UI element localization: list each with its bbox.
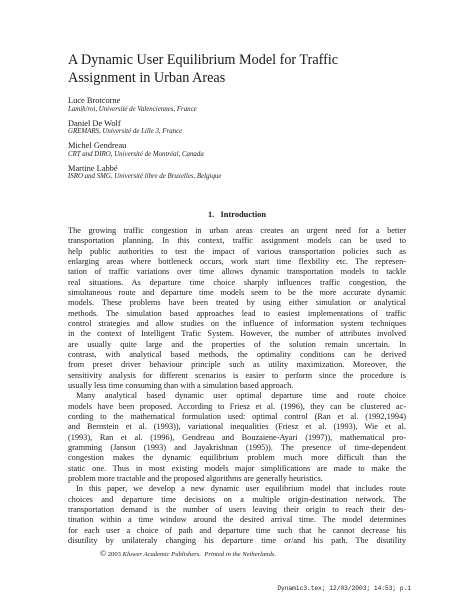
copyright-year: 2003: [107, 551, 121, 558]
text-line: models. These problems have been treated by using either simulation or analytical: [68, 298, 406, 308]
text-line: cording to the mathematical formulation used: optimal control (Ran et al. (1992,1994): [68, 411, 406, 421]
text-line: congestion makes the dynamic equilibrium problem much more difficult than the: [68, 453, 406, 463]
text-line: for each user a choice of path and departure time such that he cannot decrease his: [68, 525, 406, 535]
printed-note: Printed in the Netherlands.: [204, 551, 277, 558]
text-line: choices and departure time decisions on a multiple origin-destination network. The: [68, 494, 406, 504]
text-line: static one. Thus in most existing models major simplifications are made to make the: [68, 463, 406, 473]
text-line: disutility by unilateraly changing his departure time or/and his path. The disutility: [68, 535, 406, 545]
text-line: control strategies and allow studies on the influence of information system techniques: [68, 318, 406, 328]
section-heading: [68, 210, 406, 220]
text-line: tination within a time window around the desired arrival time. The model determines: [68, 515, 406, 525]
text-line: enlarging areas where bottleneck occurs, work start time flexbility etc. The represen-: [68, 256, 406, 266]
copyright-notice: [100, 550, 420, 559]
body-text: [68, 226, 406, 546]
section-number: 1.: [207, 210, 215, 219]
author-name: Martine Labbé: [68, 163, 118, 173]
text-line: transportation planning. In this context, traffic assignment models can be used to: [68, 236, 406, 246]
text-line: in the context of Intelligent Trafic System. However, the number of attributes involved: [68, 329, 406, 339]
publisher-name: Kluwer Academic Publishers.: [122, 551, 202, 558]
author-name: Michel Gendreau: [68, 141, 127, 150]
copyright-symbol: ©: [100, 549, 107, 558]
section-title: Introduction: [220, 210, 266, 219]
text-line: simultaneous route and departure time models seem to be the more accurate dynamic: [68, 287, 406, 297]
author-affiliation: ISRO and SMG, Université libre de Bruxelles, Belgique: [68, 173, 222, 181]
paper-title: A Dynamic User Equilibrium Model for Traffic Assignment in Urban Areas: [68, 52, 339, 86]
text-line: In this paper, we develop a new dynamic user equilibrium model that includes route: [76, 484, 406, 494]
text-line: methods. The simulation based approaches lead to easiest implementations of traffic: [68, 308, 406, 318]
text-line: tation of traffic variations over time allows dynamic transportation models to tackle: [68, 267, 406, 277]
text-line: gramming (Janson (1993) and Jayakrishnan (1995)). The presence of time-dependent: [68, 442, 406, 452]
text-line: from preset driver behaviour principle such as utility maximization. Moreover, the: [68, 360, 406, 370]
text-line: transportation demand is the number of users leaving their origin to reach their des-: [68, 504, 406, 514]
author-block: [68, 119, 388, 137]
text-line: The growing traffic congestion in urban areas creates an urgent need for a better: [68, 226, 406, 235]
text-line: contrast, with analytical based methods, the optimality conditions can be derived: [68, 349, 406, 359]
text-line: real situations. As departure time choice sharply influences traffic congestion, the: [68, 277, 406, 287]
author-block: [68, 96, 388, 114]
text-line: (1993), Ran et al. (1996), Gendreau and Bouzaiene-Ayari (1997)), mathematical pro-: [68, 432, 406, 442]
author-block: [68, 141, 388, 159]
text-line: and Bernstein et al. (1993)), variational inequalities (Friesz et al. (1993), Wie et al.: [68, 422, 406, 432]
author-affiliation: GREMARS, Université de Lille 3, France: [68, 128, 183, 136]
author-name: Daniel De Wolf: [68, 118, 121, 128]
text-line: problem more tractable and the proposed algorithms are generally heuristics.: [68, 473, 323, 483]
text-line: Many analytical based dynamic user optimal departure time and route choice: [76, 391, 406, 401]
text-line: usually less time consuming than with a simulation based approach.: [68, 380, 294, 390]
author-affiliation: CRT and DIRO, Université de Montréal, Canada: [68, 150, 204, 158]
text-line: are usually quite large and the properties of the solution remain uncertain. In: [68, 339, 406, 349]
author-affiliation: Lamih/roi, Université de Valenciennes, France: [68, 105, 197, 113]
page-footer: Dynamic3.tex; 12/03/2003; 14:53; p.1: [277, 585, 411, 592]
author-name: Luce Brotcorne: [68, 96, 121, 105]
author-block: [68, 164, 388, 182]
text-line: sensitivity analysis for different scenarios is easier to perform since the procedure is: [68, 370, 406, 380]
text-line: models have been proposed. According to Friesz et al. (1996), they can be clustered ac-: [68, 401, 406, 411]
text-line: help public authorities to test the impact of various transportation policies such as: [68, 246, 406, 256]
author-list: [68, 96, 388, 186]
